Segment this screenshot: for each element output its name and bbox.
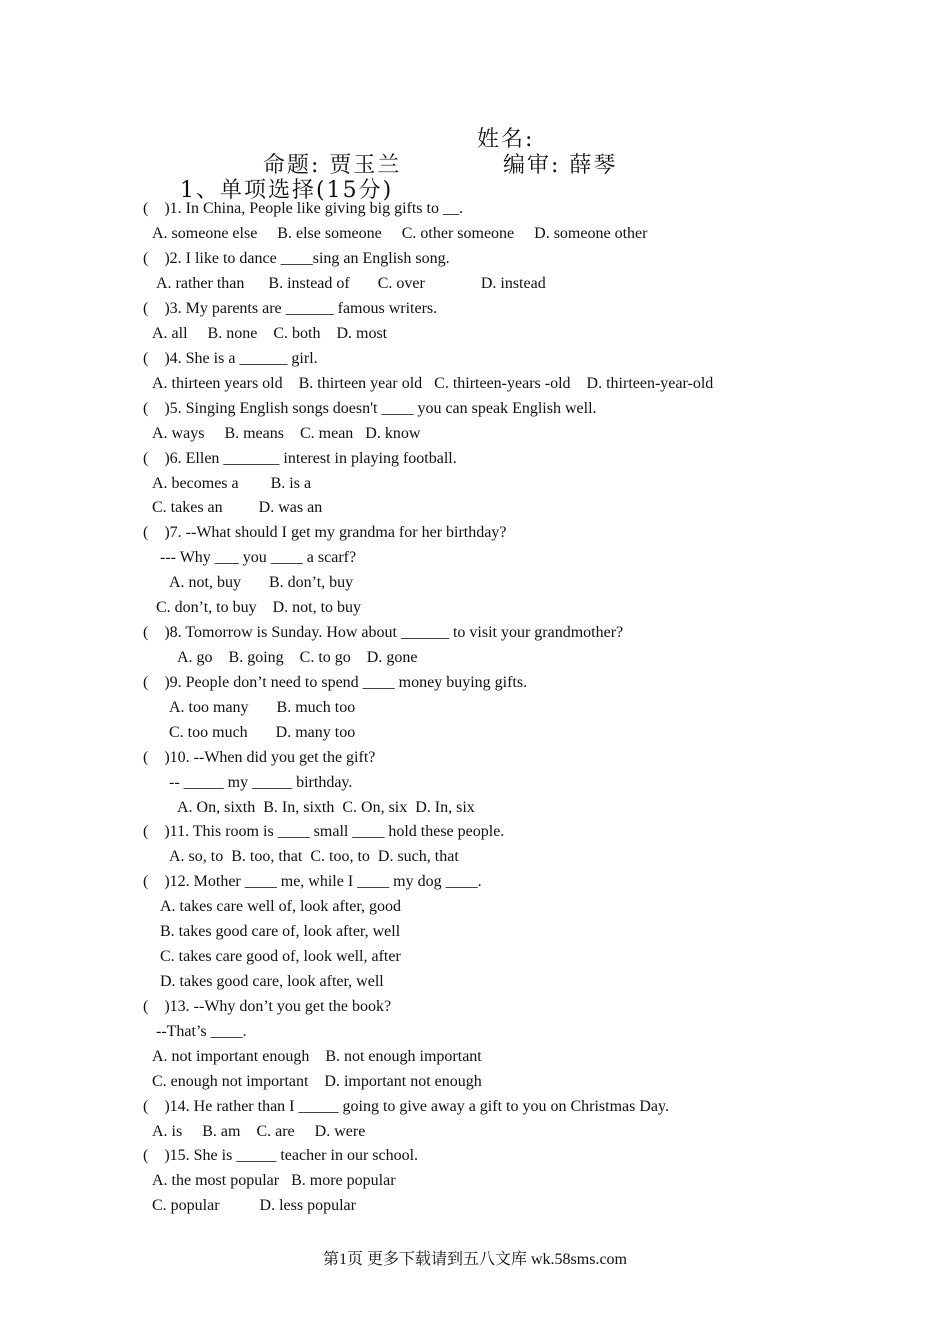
question-3: ( )3. My parents are ______ famous writers. xyxy=(143,300,438,317)
question-6-options-a-b: A. becomes a B. is a xyxy=(152,475,312,492)
question-12-option-b: B. takes good care of, look after, well xyxy=(160,923,401,940)
question-15: ( )15. She is _____ teacher in our school. xyxy=(143,1147,419,1164)
question-1: ( )1. In China, People like giving big gifts to __. xyxy=(143,200,463,217)
question-2-options: A. rather than B. instead of C. over D. instead xyxy=(156,275,546,292)
student-name-label: 姓名: xyxy=(477,127,535,152)
question-11: ( )11. This room is ____ small ____ hold these people. xyxy=(143,823,505,840)
question-15-options-c-d: C. popular D. less popular xyxy=(152,1197,356,1214)
question-12-option-a: A. takes care well of, look after, good xyxy=(160,898,402,915)
question-4: ( )4. She is a ______ girl. xyxy=(143,350,318,367)
question-2: ( )2. I like to dance ____sing an English song. xyxy=(143,250,450,267)
question-5-options: A. ways B. means C. mean D. know xyxy=(152,425,421,442)
question-15-options-a-b: A. the most popular B. more popular xyxy=(152,1172,396,1189)
question-13-prompt: --That’s ____. xyxy=(156,1023,247,1040)
question-10-prompt: -- _____ my _____ birthday. xyxy=(169,774,353,791)
question-6-options-c-d: C. takes an D. was an xyxy=(152,499,323,516)
question-9-options-a-b: A. too many B. much too xyxy=(169,699,356,716)
page-footer: 第1页 更多下载请到五八文库 wk.58sms.com xyxy=(322,1251,627,1268)
question-7-options-c-d: C. don’t, to buy D. not, to buy xyxy=(156,599,362,616)
question-4-options: A. thirteen years old B. thirteen year old C. thirteen-years -old D. thirteen-year-old xyxy=(152,375,714,392)
question-9: ( )9. People don’t need to spend ____ money buying gifts. xyxy=(143,674,528,691)
question-7-prompt: --- Why ___ you ____ a scarf? xyxy=(160,549,357,566)
question-12: ( )12. Mother ____ me, while I ____ my dog ____. xyxy=(143,873,482,890)
question-13: ( )13. --Why don’t you get the book? xyxy=(143,998,392,1015)
question-13-options-c-d: C. enough not important D. important not enough xyxy=(152,1073,482,1090)
question-5: ( )5. Singing English songs doesn't ____ you can speak English well. xyxy=(143,400,597,417)
question-6: ( )6. Ellen _______ interest in playing football. xyxy=(143,450,457,467)
question-13-options-a-b: A. not important enough B. not enough important xyxy=(152,1048,482,1065)
question-11-options: A. so, to B. too, that C. too, to D. such, that xyxy=(169,848,459,865)
question-10-options: A. On, sixth B. In, sixth C. On, six D. In, six xyxy=(177,799,475,816)
question-3-options: A. all B. none C. both D. most xyxy=(152,325,388,342)
author-credit: 命题: 贾玉兰 xyxy=(263,153,402,178)
question-7: ( )7. --What should I get my grandma for her birthday? xyxy=(143,524,507,541)
section-title: 1、单项选择(15分) xyxy=(180,178,394,203)
reviewer-credit: 编审: 薛琴 xyxy=(503,153,618,178)
question-14-options: A. is B. am C. are D. were xyxy=(152,1123,366,1140)
question-9-options-c-d: C. too much D. many too xyxy=(169,724,356,741)
question-12-option-d: D. takes good care, look after, well xyxy=(160,973,384,990)
question-8-options: A. go B. going C. to go D. gone xyxy=(177,649,418,666)
question-12-option-c: C. takes care good of, look well, after xyxy=(160,948,401,965)
question-8: ( )8. Tomorrow is Sunday. How about ______ to visit your grandmother? xyxy=(143,624,624,641)
question-14: ( )14. He rather than I _____ going to give away a gift to you on Christmas Day. xyxy=(143,1098,669,1115)
question-7-options-a-b: A. not, buy B. don’t, buy xyxy=(169,574,354,591)
question-1-options: A. someone else B. else someone C. other someone D. someone other xyxy=(152,225,648,242)
question-10: ( )10. --When did you get the gift? xyxy=(143,749,376,766)
